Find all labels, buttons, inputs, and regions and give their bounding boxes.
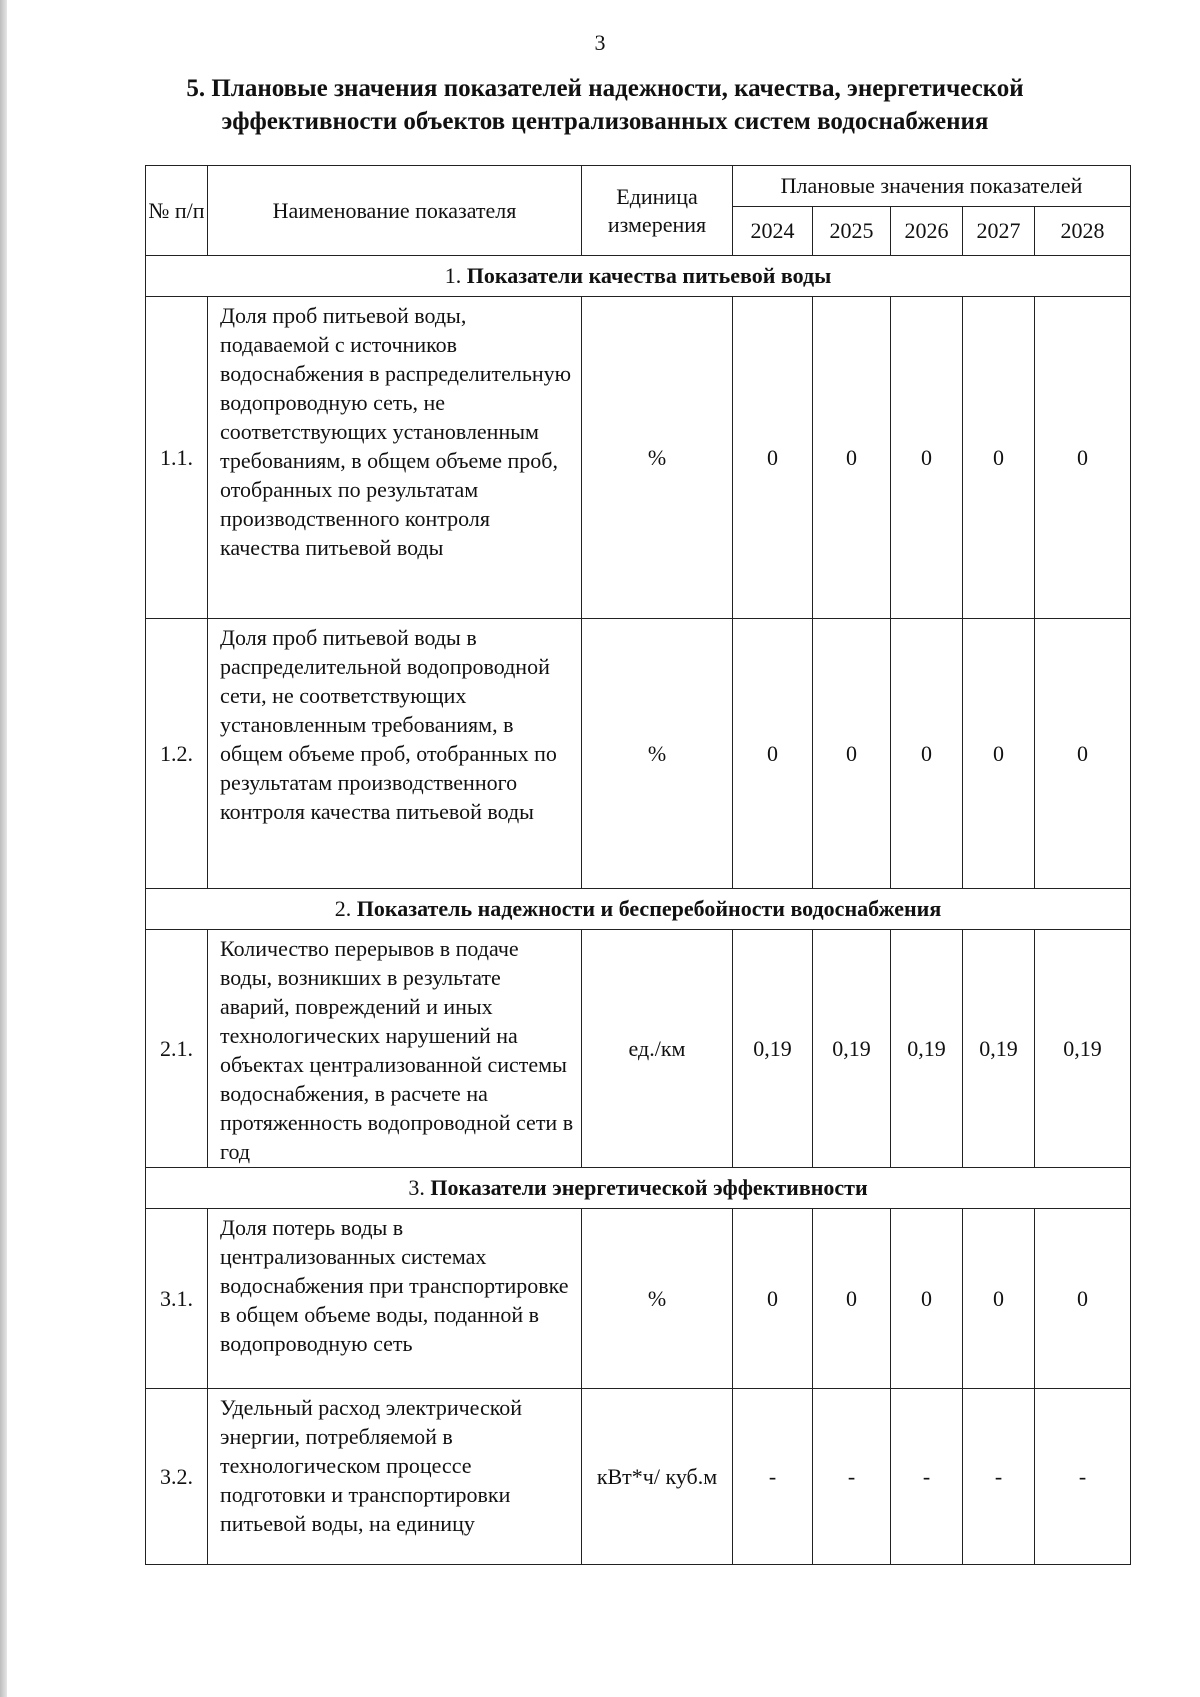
header-year: 2025 — [813, 207, 891, 256]
value-cell: 0,19 — [891, 930, 963, 1168]
value-cell: 0 — [733, 1209, 813, 1389]
value-cell: 0,19 — [1035, 930, 1131, 1168]
unit-cell: ед./км — [582, 930, 733, 1168]
value-cell: 0,19 — [733, 930, 813, 1168]
row-number: 1.2. — [146, 619, 208, 889]
section-heading — [146, 1168, 1131, 1209]
header-unit: Единица измерения — [582, 166, 733, 256]
header-name: Наименование показателя — [208, 166, 582, 256]
row-number: 1.1. — [146, 297, 208, 619]
value-cell: 0 — [891, 297, 963, 619]
value-cell: - — [813, 1389, 891, 1565]
row-number: 3.2. — [146, 1389, 208, 1565]
section-row — [146, 889, 1131, 930]
value-cell: 0 — [813, 619, 891, 889]
table-row — [146, 297, 1131, 619]
section-number: 2. — [334, 896, 352, 921]
value-cell: 0 — [1035, 297, 1131, 619]
indicator-name: Доля потерь воды в централизованных системах водоснабжения при транспортировке в общем объеме воды, поданной в водопроводную сеть — [208, 1209, 582, 1389]
value-cell: 0 — [733, 619, 813, 889]
indicators-table — [145, 165, 1131, 1565]
section-number: 3. — [408, 1175, 425, 1200]
section-heading — [146, 889, 1131, 930]
header-year: 2026 — [891, 207, 963, 256]
value-cell: 0 — [733, 297, 813, 619]
scan-edge — [0, 0, 7, 1697]
unit-cell: кВт*ч/ куб.м — [582, 1389, 733, 1565]
value-cell: 0 — [891, 619, 963, 889]
page-number: 3 — [594, 30, 606, 55]
value-cell: 0 — [963, 619, 1035, 889]
table-row — [146, 1389, 1131, 1565]
row-number: 3.1. — [146, 1209, 208, 1389]
header-plan: Плановые значения показателей — [733, 166, 1131, 207]
section-row — [146, 256, 1131, 297]
value-cell: 0 — [813, 1209, 891, 1389]
unit-cell: % — [582, 1209, 733, 1389]
unit-cell: % — [582, 619, 733, 889]
value-cell: - — [733, 1389, 813, 1565]
value-cell: 0,19 — [813, 930, 891, 1168]
indicator-name: Доля проб питьевой воды в распределительной водопроводной сети, не соответствующих установленным требованиям, в общем объеме проб, отобранных по результатам производственного контроля качества питьевой воды — [208, 619, 582, 889]
row-number: 2.1. — [146, 930, 208, 1168]
value-cell: 0 — [1035, 1209, 1131, 1389]
indicator-name: Доля проб питьевой воды, подаваемой с источников водоснабжения в распределительную водопроводную сеть, не соответствующих установленным требованиям, в общем объеме проб, отобранных по результатам производственного контроля качества питьевой воды — [208, 297, 582, 619]
header-year: 2027 — [963, 207, 1035, 256]
indicator-name: Удельный расход электрической энергии, потребляемой в технологическом процессе подготовки и транспортировки питьевой воды, на единицу — [208, 1389, 582, 1565]
value-cell: - — [891, 1389, 963, 1565]
value-cell: - — [963, 1389, 1035, 1565]
section-number: 1. — [444, 263, 462, 288]
table-row — [146, 1209, 1131, 1389]
section-title: Показатель надежности и бесперебойности водоснабжения — [356, 896, 942, 921]
indicator-name: Количество перерывов в подаче воды, возникших в результате аварий, повреждений и иных технологических нарушений на объектах централизованной системы водоснабжения, в расчете на протяженность водопроводной сети в год — [208, 930, 582, 1168]
document-title: 5. Плановые значения показателей надежности, качества, энергетической эффективности объектов централизованных систем водоснабжения — [186, 75, 1024, 135]
value-cell: 0 — [1035, 619, 1131, 889]
value-cell: 0,19 — [963, 930, 1035, 1168]
value-cell: 0 — [813, 297, 891, 619]
header-num: № п/п — [146, 166, 208, 256]
header-year: 2024 — [733, 207, 813, 256]
table-row — [146, 930, 1131, 1168]
header-year: 2028 — [1035, 207, 1131, 256]
unit-cell: % — [582, 297, 733, 619]
table-row — [146, 619, 1131, 889]
section-row — [146, 1168, 1131, 1209]
value-cell: 0 — [963, 297, 1035, 619]
value-cell: 0 — [963, 1209, 1035, 1389]
value-cell: 0 — [891, 1209, 963, 1389]
value-cell: - — [1035, 1389, 1131, 1565]
section-title: Показатели энергетической эффективности — [430, 1175, 868, 1200]
section-title: Показатели качества питьевой воды — [466, 263, 832, 288]
section-heading — [146, 256, 1131, 297]
